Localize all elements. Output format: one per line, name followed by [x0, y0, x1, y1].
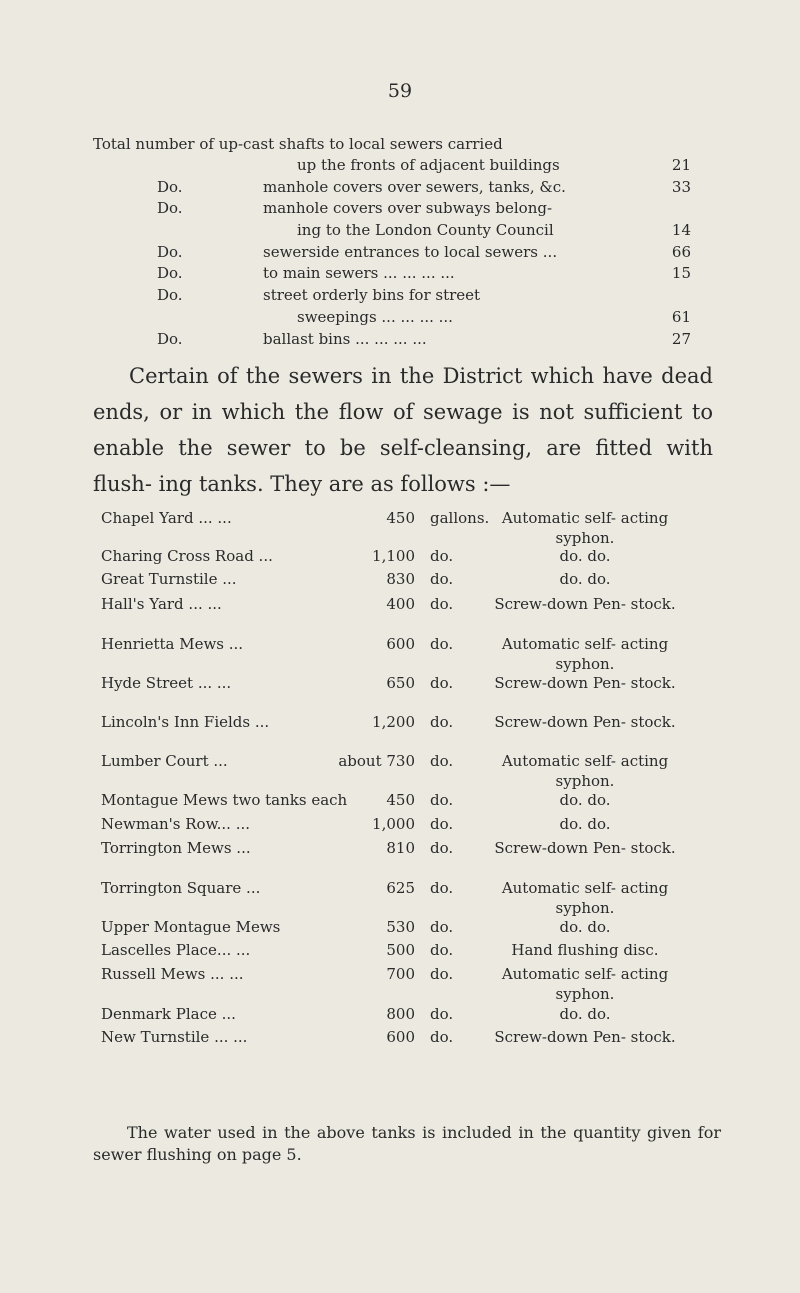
shafts-row-description: street orderly bins for street — [263, 286, 481, 304]
shafts-row — [0, 286, 800, 306]
tank-unit: do. — [430, 941, 454, 959]
tank-capacity: 450 — [386, 509, 415, 527]
tank-name: Chapel Yard ... ... — [101, 509, 232, 527]
tank-capacity: 800 — [386, 1005, 415, 1023]
tank-unit: do. — [430, 635, 454, 653]
tank-unit: do. — [430, 674, 454, 692]
shafts-row — [0, 156, 800, 176]
tank-capacity: 530 — [386, 918, 415, 936]
tank-name: Lascelles Place... ... — [101, 941, 251, 959]
shafts-row-description: manhole covers over sewers, tanks, &c. — [263, 178, 566, 196]
tank-name: Hall's Yard ... ... — [101, 595, 222, 613]
tank-name: Lincoln's Inn Fields ... — [101, 713, 270, 731]
tank-capacity: 600 — [386, 635, 415, 653]
tank-capacity: 625 — [386, 879, 415, 897]
shafts-row — [0, 243, 800, 263]
tank-type: do. do. — [559, 791, 611, 809]
tank-type: Automatic self- acting syphon. — [501, 635, 669, 673]
tank-unit: do. — [430, 791, 454, 809]
tank-capacity: 450 — [386, 791, 415, 809]
tank-unit: do. — [430, 1028, 454, 1046]
tank-capacity: 830 — [386, 570, 415, 588]
shafts-row-label: Do. — [157, 264, 183, 282]
intro-paragraph: Certain of the sewers in the District which have dead ends, or in which the flow of sewage is not sufficient to enable the sewer to be self-cleansing, are fitted with flush- ing tanks. They are as follows :— — [93, 364, 713, 496]
shafts-row-description: sewerside entrances to local sewers ... — [263, 243, 558, 261]
tank-unit: do. — [430, 1005, 454, 1023]
shafts-row-value: 15 — [671, 264, 691, 282]
tank-capacity: 500 — [386, 941, 415, 959]
tank-name: New Turnstile ... ... — [101, 1028, 248, 1046]
tank-capacity: 1,000 — [372, 815, 415, 833]
tank-name: Great Turnstile ... — [101, 570, 237, 588]
shafts-row — [0, 178, 800, 198]
tank-name: Montague Mews two tanks each — [101, 791, 348, 809]
tank-unit: do. — [430, 839, 454, 857]
tank-unit: do. — [430, 815, 454, 833]
tank-type: do. do. — [559, 570, 611, 588]
shafts-row — [0, 264, 800, 284]
shafts-row — [0, 199, 800, 219]
tank-name: Torrington Square ... — [101, 879, 261, 897]
tank-type: Automatic self- acting syphon. — [501, 752, 669, 790]
shafts-row-description: ing to the London County Council — [297, 221, 554, 239]
shafts-row-description: to main sewers ... ... ... ... — [263, 264, 455, 282]
tank-name: Torrington Mews ... — [101, 839, 251, 857]
shafts-row-description: sweepings ... ... ... ... — [297, 308, 453, 326]
tank-type: Screw-down Pen- stock. — [494, 1028, 676, 1046]
tank-capacity: 600 — [386, 1028, 415, 1046]
shafts-row-value: 14 — [671, 221, 691, 239]
tank-name: Russell Mews ... ... — [101, 965, 244, 983]
tank-name: Hyde Street ... ... — [101, 674, 232, 692]
tank-name: Lumber Court ... — [101, 752, 228, 770]
tank-type: do. do. — [559, 918, 611, 936]
shafts-heading: Total number of up-cast shafts to local sewers carried — [93, 135, 503, 153]
shafts-row — [0, 221, 800, 241]
tank-type: Screw-down Pen- stock. — [494, 595, 676, 613]
tank-type: do. do. — [559, 815, 611, 833]
tank-unit: gallons. — [430, 509, 490, 527]
tank-unit: do. — [430, 570, 454, 588]
tank-capacity: 650 — [386, 674, 415, 692]
tank-name: Upper Montague Mews — [101, 918, 281, 936]
tank-unit: do. — [430, 595, 454, 613]
shafts-row — [0, 330, 800, 350]
tank-name: Denmark Place ... — [101, 1005, 236, 1023]
shafts-row-label: Do. — [157, 199, 183, 217]
tank-type: Automatic self- acting syphon. — [501, 879, 669, 917]
tank-type: Screw-down Pen- stock. — [494, 839, 676, 857]
tank-unit: do. — [430, 879, 454, 897]
tank-type: do. do. — [559, 547, 611, 565]
tank-unit: do. — [430, 547, 454, 565]
tank-unit: do. — [430, 713, 454, 731]
page-number: 59 — [387, 80, 413, 102]
shafts-row-description: up the fronts of adjacent buildings — [297, 156, 560, 174]
shafts-row-value: 33 — [671, 178, 691, 196]
tank-name: Charing Cross Road ... — [101, 547, 273, 565]
tank-capacity: 1,100 — [372, 547, 415, 565]
tank-unit: do. — [430, 918, 454, 936]
tank-unit: do. — [430, 965, 454, 983]
tank-capacity: 700 — [386, 965, 415, 983]
tank-type: Screw-down Pen- stock. — [494, 674, 676, 692]
tank-type: do. do. — [559, 1005, 611, 1023]
shafts-row-description: manhole covers over subways belong- — [263, 199, 553, 217]
tank-name: Newman's Row... ... — [101, 815, 251, 833]
shafts-row-label: Do. — [157, 286, 183, 304]
tank-type: Hand flushing disc. — [511, 941, 659, 959]
shafts-row-description: ballast bins ... ... ... ... — [263, 330, 427, 348]
tank-capacity: 810 — [386, 839, 415, 857]
shafts-row-value: 21 — [671, 156, 691, 174]
tank-type: Automatic self- acting syphon. — [501, 509, 669, 547]
shafts-row-label: Do. — [157, 178, 183, 196]
shafts-row — [0, 308, 800, 328]
shafts-row-value: 27 — [671, 330, 691, 348]
tank-capacity: 400 — [386, 595, 415, 613]
tank-type: Screw-down Pen- stock. — [494, 713, 676, 731]
tank-capacity: about 730 — [338, 752, 415, 770]
shafts-row-label: Do. — [157, 243, 183, 261]
tank-type: Automatic self- acting syphon. — [501, 965, 669, 1003]
tank-name: Henrietta Mews ... — [101, 635, 244, 653]
tank-capacity: 1,200 — [372, 713, 415, 731]
shafts-row-value: 61 — [671, 308, 691, 326]
shafts-row-value: 66 — [671, 243, 691, 261]
footnote: The water used in the above tanks is included in the quantity given for sewer flushing on page 5. — [93, 1123, 721, 1164]
tank-unit: do. — [430, 752, 454, 770]
shafts-row-label: Do. — [157, 330, 183, 348]
